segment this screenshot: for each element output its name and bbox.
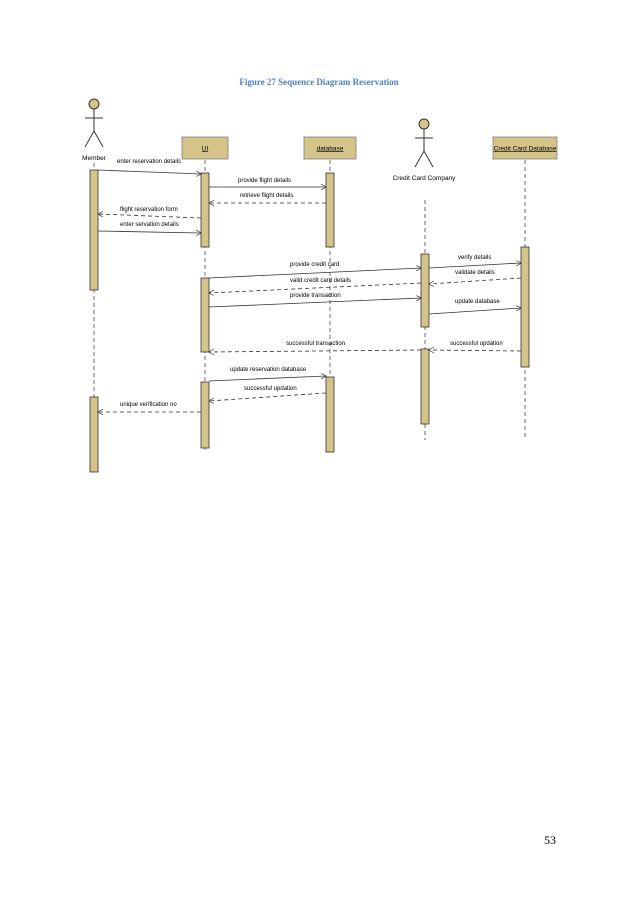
message-9 [209,278,421,293]
actor-left-leg [85,131,94,147]
message-label: enter servation details [120,222,179,228]
participant-label-ui: UI [201,145,209,153]
actor-right-leg [94,131,103,147]
page-number: 53 [544,833,556,847]
message-14 [209,367,326,381]
activation-bar-ui [201,173,209,247]
participant-label-member: Member [82,155,106,162]
message-7 [209,262,421,278]
actor-left-leg [415,151,424,167]
message-arrow [98,170,201,174]
object-ui [182,137,228,159]
message-5 [98,222,201,233]
figure-caption: Figure 27 Sequence Diagram Reservation [239,77,399,87]
message-label: flight reservation form [120,207,178,213]
actor-head-icon [89,99,99,109]
message-label: provide flight details [238,178,292,184]
activation-bar-database [326,377,334,452]
message-arrow [98,214,201,218]
message-label: successful updation [450,341,503,347]
message-arrow [429,263,521,268]
activation-bar-ui [201,278,209,352]
message-label: verify details [458,255,492,261]
message-label: provide credit card [290,262,340,268]
message-label: update reservation database [230,367,307,373]
message-11 [429,299,521,314]
participant-label-ccdb: Credit Card Database [493,145,557,153]
message-15 [209,386,326,401]
message-label: update database [455,299,500,305]
message-arrow [209,350,421,352]
activation-bar-ccc [421,254,429,327]
object-ccdb [493,137,557,159]
actor-right-leg [424,151,433,167]
message-10 [209,293,421,307]
message-label: provide transaction [290,293,341,299]
message-12 [209,341,421,352]
message-arrow [429,278,521,284]
message-label: unique verification no [120,402,177,408]
activation-bar-member [90,170,98,290]
message-6 [429,255,521,268]
actor-ccc [393,119,457,182]
message-arrow [209,376,326,381]
message-arrow [209,298,421,307]
message-3 [209,193,326,203]
activation-bar-database [326,173,334,247]
activation-bar-ccdb [521,247,529,367]
message-arrow [429,350,521,351]
message-8 [429,270,521,284]
message-label: successful updation [244,386,297,392]
message-arrow [98,231,201,233]
participant-label-database: database [316,145,344,153]
message-arrow [209,268,421,278]
message-label: valid credit card details [290,278,352,284]
message-label: successful transaction [286,341,346,347]
message-label: retrieve flight details [240,193,294,199]
activation-bar-member [90,397,98,472]
activation-bar-ccc [421,349,429,424]
message-4 [98,207,201,218]
actor-head-icon [419,119,429,129]
message-1 [98,159,201,174]
actor-member [82,99,107,162]
message-16 [98,402,201,412]
message-13 [429,341,521,351]
message-arrow [209,393,326,401]
message-arrow [209,283,421,293]
object-database [304,137,356,159]
message-2 [209,178,326,187]
activation-bar-ui [201,382,209,448]
participant-label-ccc: Credit Card Company [392,175,456,182]
message-label: validate details [455,270,495,276]
message-arrow [429,308,521,314]
message-label: enter reservation details [117,159,182,165]
